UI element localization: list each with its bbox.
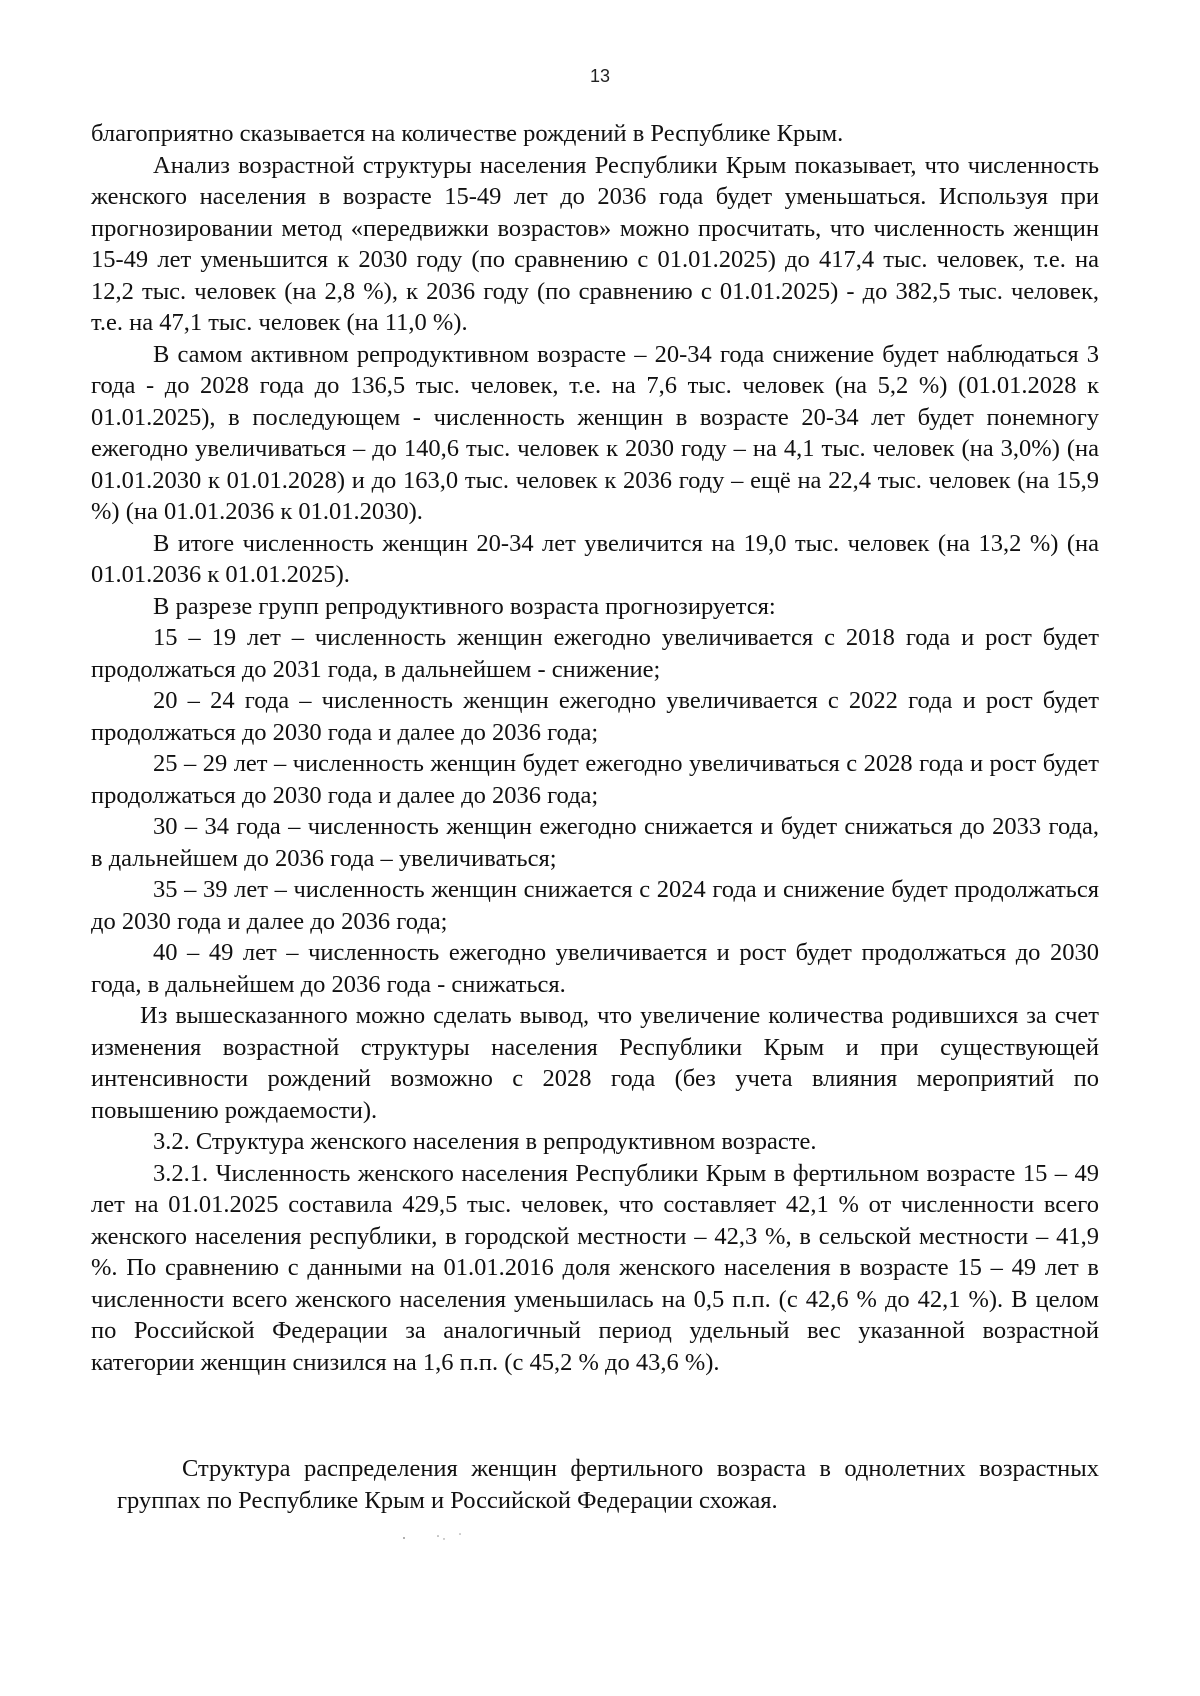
paragraph: 3.2.1. Численность женского населения Республики Крым в фертильном возрасте 15 – 49 лет на 01.01.2025 составила 429,5 тыс. человек, что составляет 42,1 % от численности всего женского населения республики, в городской местности – 42,3 %, в сельской местности – 41,9 %. По сравнению с данными на 01.01.2016 доля женского населения в возрасте 15 – 49 лет в численности всего женского населения уменьшилась на 0,5 п.п. (с 42,6 % до 42,1 %). В целом по Российской Федерации за аналогичный период удельный вес указанной возрастной категории женщин снизился на 1,6 п.п. (с 45,2 % до 43,6 %). <box>91 1159 1099 1376</box>
paragraph-final: Структура распределения женщин фертильного возраста в однолетних возрастных группах по Республике Крым и Российской Федерации схожая. <box>117 1455 1099 1514</box>
paragraph: Анализ возрастной структуры населения Республики Крым показывает, что численность женского населения в возрасте 15-49 лет до 2036 года будет уменьшаться. Используя при прогнозировании метод «передвижки возрастов» можно просчитать, что численность женщин 15-49 лет уменьшится к 2030 году (по сравнению с 01.01.2025) до 417,4 тыс. человек, т.е. на 12,2 тыс. человек (на 2,8 %), к 2036 году (по сравнению с 01.01.2025) - до 382,5 тыс. человек, т.е. на 47,1 тыс. человек (на 11,0 %). <box>91 151 1099 336</box>
paragraph: В итоге численность женщин 20-34 лет увеличится на 19,0 тыс. человек (на 13,2 %) (на 01.01.2036 к 01.01.2025). <box>91 529 1099 588</box>
paragraph-conclusion: Из вышесказанного можно сделать вывод, что увеличение количества родившихся за счет изменения возрастной структуры населения Республики Крым и при существующей интенсивности рождений возможно с 2028 года (без учета влияния мероприятий по повышению рождаемости). <box>91 1002 1099 1124</box>
document-body <box>91 118 1099 1378</box>
page-number: 13 <box>589 66 611 86</box>
list-item-age-group: 25 – 29 лет – численность женщин будет ежегодно увеличиваться с 2028 года и рост будет продолжаться до 2030 года и далее до 2036 года; <box>91 750 1099 809</box>
paragraph: благоприятно сказывается на количестве рождений в Республике Крым. <box>91 120 844 147</box>
list-item-age-group: 40 – 49 лет – численность ежегодно увеличивается и рост будет продолжаться до 2030 года, в дальнейшем до 2036 года - снижаться. <box>91 939 1099 998</box>
section-heading: 3.2. Структура женского населения в репродуктивном возрасте. <box>153 1128 817 1155</box>
list-item-age-group: 30 – 34 года – численность женщин ежегодно снижается и будет снижаться до 2033 года, в дальнейшем до 2036 года – увеличиваться; <box>91 813 1099 872</box>
list-item-age-group: 15 – 19 лет – численность женщин ежегодно увеличивается с 2018 года и рост будет продолжаться до 2031 года, в дальнейшем - снижение; <box>91 624 1099 683</box>
paragraph: В самом активном репродуктивном возрасте – 20-34 года снижение будет наблюдаться 3 года - до 2028 года до 136,5 тыс. человек, т.е. на 7,6 тыс. человек (на 5,2 %) (01.01.2028 к 01.01.2025), в последующем - численность женщин в возрасте 20-34 лет будет понемногу ежегодно увеличиваться – до 140,6 тыс. человек к 2030 году – на 4,1 тыс. человек (на 3,0%) (на 01.01.2030 к 01.01.2028) и до 163,0 тыс. человек к 2036 году – ещё на 22,4 тыс. человек (на 15,9 %) (на 01.01.2036 к 01.01.2030). <box>91 340 1099 525</box>
list-item-age-group: 20 – 24 года – численность женщин ежегодно увеличивается с 2022 года и рост будет продолжаться до 2030 года и далее до 2036 года; <box>91 687 1099 746</box>
paragraph: В разрезе групп репродуктивного возраста прогнозируется: <box>153 592 776 620</box>
list-item-age-group: 35 – 39 лет – численность женщин снижается с 2024 года и снижение будет продолжаться до 2030 года и далее до 2036 года; <box>91 876 1099 935</box>
scan-specks <box>400 1530 480 1590</box>
